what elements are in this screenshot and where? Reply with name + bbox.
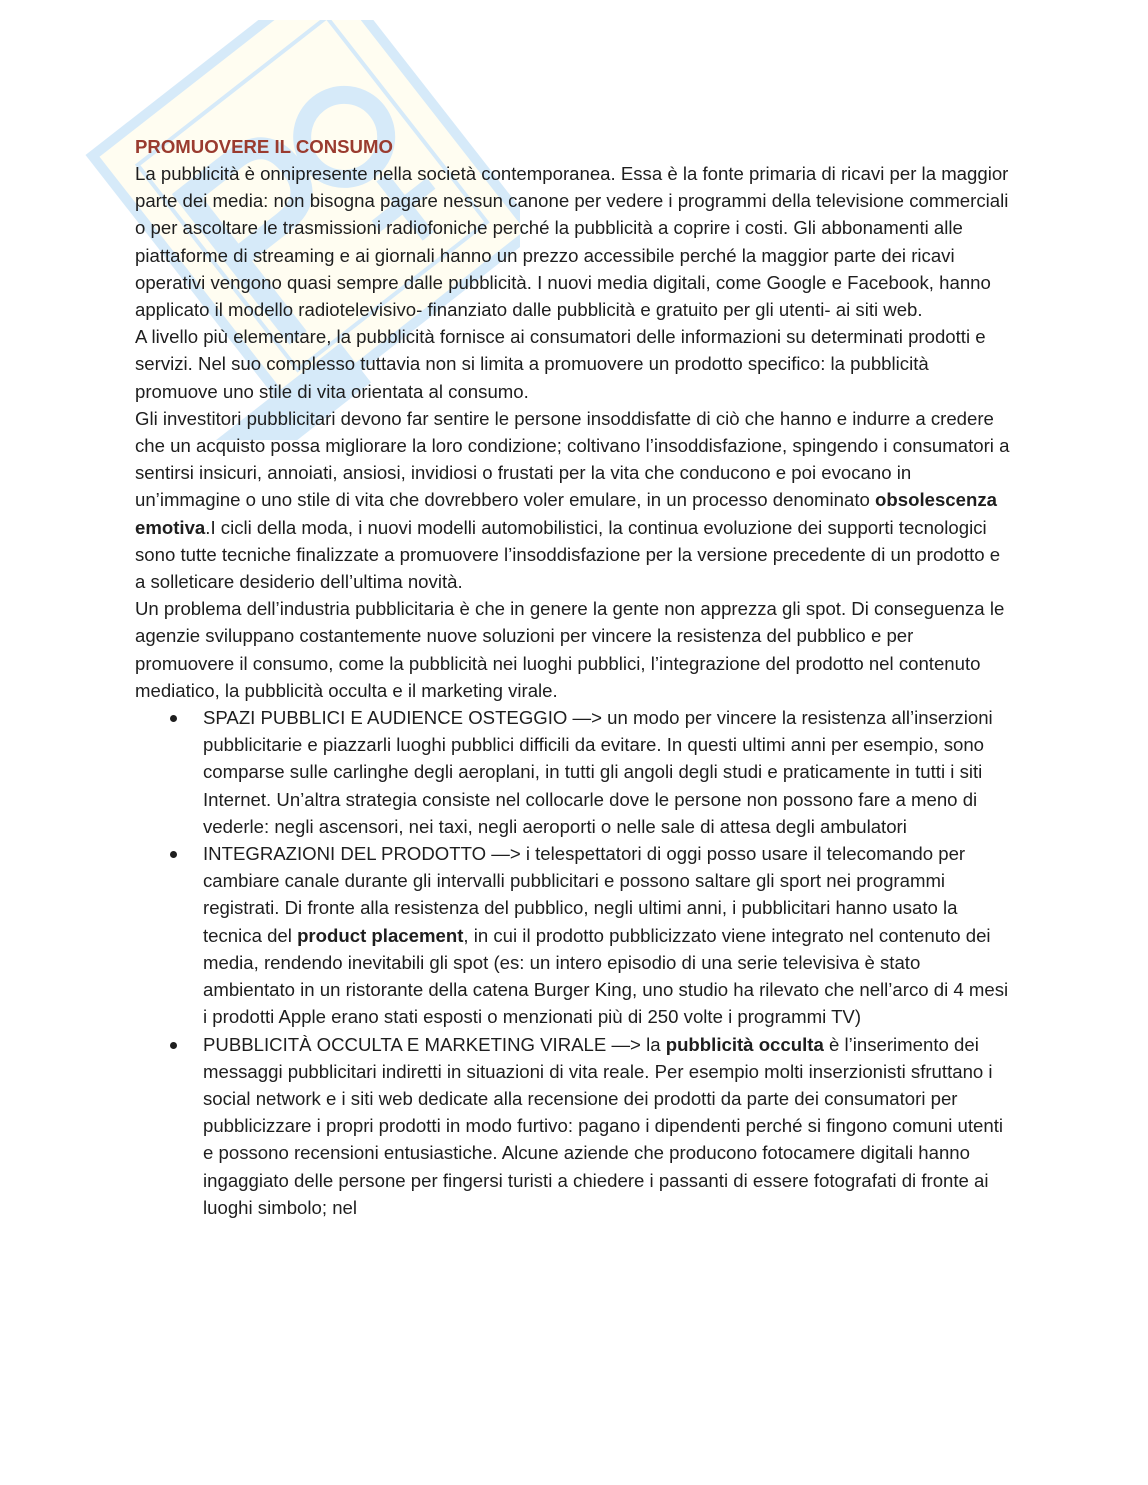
document-page — [135, 133, 1015, 1221]
list-item — [203, 704, 1015, 840]
paragraph-text: .I cicli della moda, i nuovi modelli automobilistici, la continua evoluzione dei supporti tecnologici sono tutte tecniche finalizzate a promuovere l’insoddisfazione per la versione precedente di un prodotto e a solleticare desiderio dell’ultima novità. — [135, 516, 1001, 593]
list-item — [203, 1031, 1015, 1221]
bullet-list — [135, 704, 1015, 1221]
paragraph-problem: Un problema dell’industria pubblicitaria è che in genere la gente non apprezza gli spot. Di conseguenza le agenzie sviluppano costantemente nuove soluzioni per vincere la resistenza del pubblico e per promuovere il consumo, come la pubblicità nei luoghi pubblici, l’integrazione del prodotto nel contenuto mediatico, la pubblicità occulta e il marketing virale. — [135, 598, 1005, 701]
bold-term-obsolescenza: obsolescenza emotiva — [135, 489, 997, 538]
bold-term-pubblicita-occulta: pubblicità occulta — [665, 1033, 824, 1055]
paragraph-investors — [135, 405, 1015, 595]
paragraph-intro: La pubblicità è onnipresente nella società contemporanea. Essa è la fonte primaria di ricavi per la maggior parte dei media: non bisogna pagare nessun canone per vedere i programmi della televisione commerciali o per ascoltare le trasmissioni radiofoniche perché la pubblicità a coprire i costi. Gli abbonamenti alle piattaforme di streaming e ai giornali hanno un prezzo accessibile perché la maggior parte dei ricavi operativi vengono quasi sempre dalle pubblicità. I nuovi media digitali, come Google e Facebook, hanno applicato il modello radiotelevisivo- finanziato dalle pubblicità e gratuito per gli utenti- ai siti web. — [135, 163, 1009, 321]
bullet-icon — [170, 1042, 177, 1049]
paragraph-text: Gli investitori pubblicitari devono far sentire le persone insoddisfatte di ciò che hanno e indurre a credere che un acquisto possa migliorare la loro condizione; coltivano l’insoddisfazione, spingendo i consumatori a sentirsi insicuri, annoiati, ansiosi, invidiosi o frustati per la vita che conducono e poi evocano in un’immagine o uno stile di vita che dovrebbero voler emulare, in un processo denominato — [135, 407, 1010, 511]
bullet-text: SPAZI PUBBLICI E AUDIENCE OSTEGGIO —> un modo per vincere la resistenza all’inserzioni pubblicitarie e piazzarli luoghi pubblici difficili da evitare. In questi ultimi anni per esempio, sono comparse sulle carlinghe degli aeroplani, in tutti gli angoli degli studi e praticamente in tutti i siti Internet. Un’altra strategia consiste nel collocarle dove le persone non possono fare a meno di vederle: negli ascensori, nei taxi, negli aeroporti o nelle sale di attesa degli ambulatori — [203, 707, 993, 837]
bold-term-product-placement: product placement — [297, 924, 464, 946]
bullet-text: INTEGRAZIONI DEL PRODOTTO —> i telespettatori di oggi posso usare il telecomando per cambiare canale durante gli intervalli pubblicitari e possono saltare gli sport nei programmi registrati. Di fronte alla resistenza del pubblico, negli ultimi anni, i pubblicitari hanno usato la tecnica del — [203, 843, 966, 946]
bullet-icon — [170, 851, 177, 858]
paragraph-elementary: A livello più elementare, la pubblicità fornisce ai consumatori delle informazioni su determinati prodotti e servizi. Nel suo complesso tuttavia non si limita a promuovere un prodotto specifico: la pubblicità promuove uno stile di vita orientata al consumo. — [135, 326, 986, 402]
bullet-text: PUBBLICITÀ OCCULTA E MARKETING VIRALE —> la — [203, 1033, 666, 1055]
list-item — [203, 840, 1015, 1030]
section-title: PROMUOVERE IL CONSUMO — [135, 136, 393, 157]
bullet-icon — [170, 715, 177, 722]
bullet-text: è l’inserimento dei messaggi pubblicitari indiretti in situazioni di vita reale. Per esempio molti inserzionisti sfruttano i social network e i siti web dedicate alla recensione dei prodotti da parte dei consumatori per pubblicizzare i propri prodotti in modo furtivo: pagano i dipendenti perché si fingono comuni utenti e possono recensioni entusiastiche. Alcune aziende che producono fotocamere digitali hanno ingaggiato delle persone per fingersi turisti a chiedere i passanti di essere fotografati di fronte ai luoghi simbolo; nel — [203, 1033, 1004, 1218]
bullet-text: , in cui il prodotto pubblicizzato viene integrato nel contenuto dei media, rendendo inevitabili gli spot (es: un intero episodio di una serie televisiva è stato ambientato in un ristorante della catena Burger King, uno studio ha rilevato che nell’arco di 4 mesi i prodotti Apple erano stati esposti o menzionati più di 250 volte i programmi TV) — [203, 924, 1009, 1028]
